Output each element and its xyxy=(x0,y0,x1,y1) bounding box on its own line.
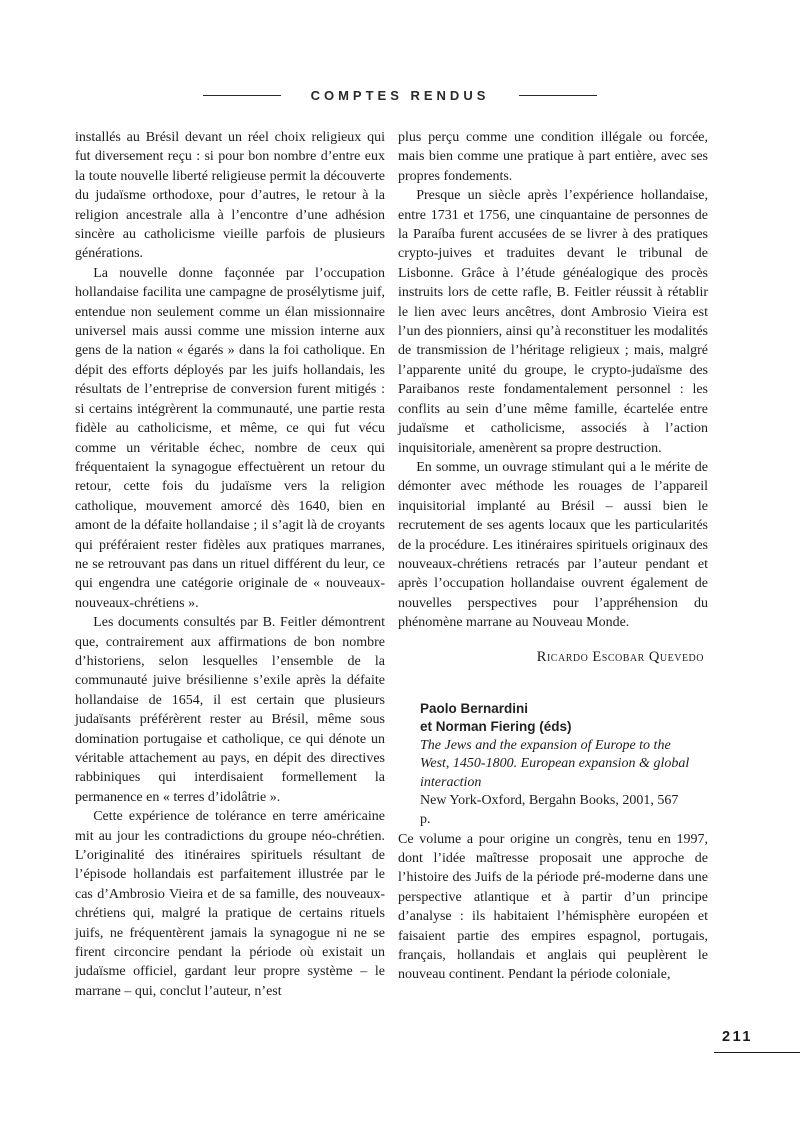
left-column xyxy=(75,128,385,1001)
book-citation xyxy=(420,700,692,830)
page-title: COMPTES RENDUS xyxy=(310,88,490,103)
book-title: The Jews and the expansion of Europe to the West, 1450-1800. European expansion & global interaction xyxy=(420,737,690,790)
paragraph: installés au Brésil devant un réel choix religieux qui fut diversement reçu : si pour bon nombre d’entre eux la toute nouvelle liberté religieuse permit la découverte du judaïsme orthodoxe, pour d’autres, le retour à la religion ancestrale alla à l’encontre d’une adhésion sincère au catholicisme vieille parfois de plusieurs générations. xyxy=(75,130,385,262)
paragraph: En somme, un ouvrage stimulant qui a le mérite de démonter avec méthode les rouages de l’appareil inquisitorial implanté au Brésil – aussi bien le recrutement de ses agents locaux que les particularités de la procédure. Les itinéraires spirituels originaux des nouveaux-chrétiens retracés par l’auteur pendant et après l’occupation hollandaise ouvrent également de nouvelles perspectives pour l’appréhension du phénomène marrane au Nouveau Monde. xyxy=(398,459,708,631)
page-number: 211 xyxy=(722,1029,753,1045)
section-header xyxy=(0,88,800,103)
book-author-line: Paolo Bernardini xyxy=(420,700,529,716)
reviewer-signature: Ricardo Escobar Quevedo xyxy=(536,648,704,665)
header-rule-right xyxy=(519,95,597,96)
paragraph: La nouvelle donne façonnée par l’occupation hollandaise facilita une campagne de prosélytisme juif, entendue non seulement comme un élan missionnaire universel mais aussi comme une mission interne aux gens de la nation « égarés » dans la foi catholique. En dépit des efforts déployés par les juifs hollandais, les résultats de l’entreprise de conversion furent mitigés : si certains intégrèrent la communauté, une partie resta fidèle au catholicisme, et même, ce qui fut vécu comme un véritable échec, nombre de ceux qui fréquentaient la synagogue effectuèrent un retour du retour, cette fois du judaïsme vers la religion catholique, mouvement amorcé dès 1640, bien en amont de la défaite hollandaise ; il s’agit là de croyants qui préféraient rester fidèles aux pratiques marranes, ne se retrouvant pas dans un rituel différent du leur, ce qui engendra une catégorie originale de « nouveaux-nouveaux-chrétiens ». xyxy=(75,265,385,611)
page-number-rule xyxy=(714,1052,800,1053)
paragraph: plus perçu comme une condition illégale ou forcée, mais bien comme une pratique à part entière, avec ses propres fondements. xyxy=(398,130,708,184)
text-columns xyxy=(75,128,709,1001)
book-publication: New York-Oxford, Bergahn Books, 2001, 567 p. xyxy=(420,793,679,827)
paragraph: Ce volume a pour origine un congrès, tenu en 1997, dont l’idée maîtresse proposait une approche de l’histoire des Juifs de la période pré-moderne dans une perspective atlantique et à partir d’un principe d’analyse : ils habitaient l’hémisphère européen et faisaient partie des empires espagnol, portugais, français, hollandais et anglais qui peuplèrent le nouveau continent. Pendant la période coloniale, xyxy=(398,831,708,983)
paragraph: Presque un siècle après l’expérience hollandaise, entre 1731 et 1756, une cinquantaine de personnes de la Paraíba furent accusées de se livrer à des pratiques crypto-juives et traduites devant le tribunal de Lisbonne. Grâce à l’étude généalogique des procès instruits lors de cette rafle, B. Feitler réussit à rétablir le lien avec leurs ancêtres, dont Ambrosio Vieira est l’un des pionniers, ainsi qu’à reconstituer les modalités de transmission de l’héritage religieux ; mais, malgré l’apparente unité du groupe, le crypto-judaïsme des Paraibanos reste fondamentalement personnel : les conflits au sein d’une même famille, écartelée entre judaïsme et catholicisme, associés à l’action inquisitoriale, amenèrent sa propre destruction. xyxy=(398,188,708,456)
book-author-line: et Norman Fiering (éds) xyxy=(420,718,572,734)
paragraph: Les documents consultés par B. Feitler démontrent que, contrairement aux affirmations de bon nombre d’historiens, selon lesquelles l’ensemble de la communauté juive brésilienne s’exile après la défaite hollandaise de 1654, il est certain que plusieurs judaïsants préférèrent rester au Brésil, même sous domination portugaise et catholique, ce qui dénote un véritable attachement au pays, en dépit des directives rabbiniques qui interdisaient formellement la permanence en « terres d’idolâtrie ». xyxy=(75,615,385,805)
paragraph: Cette expérience de tolérance en terre américaine mit au jour les contradictions du groupe néo-chrétien. L’originalité des itinéraires spirituels résultant de l’épisode hollandais est parfaitement illustrée par le cas d’Ambrosio Vieira et de sa famille, des nouveaux-chrétiens qui, malgré la pratique de certains rituels juifs, ne fréquentèrent jamais la synagogue ni ne se firent circoncire pendant la période où existait un judaïsme officiel, gardant leur propre système – le marrane – qui, conclut l’auteur, n’est xyxy=(75,809,385,999)
header-rule-left xyxy=(203,95,281,96)
right-column xyxy=(398,128,708,1001)
